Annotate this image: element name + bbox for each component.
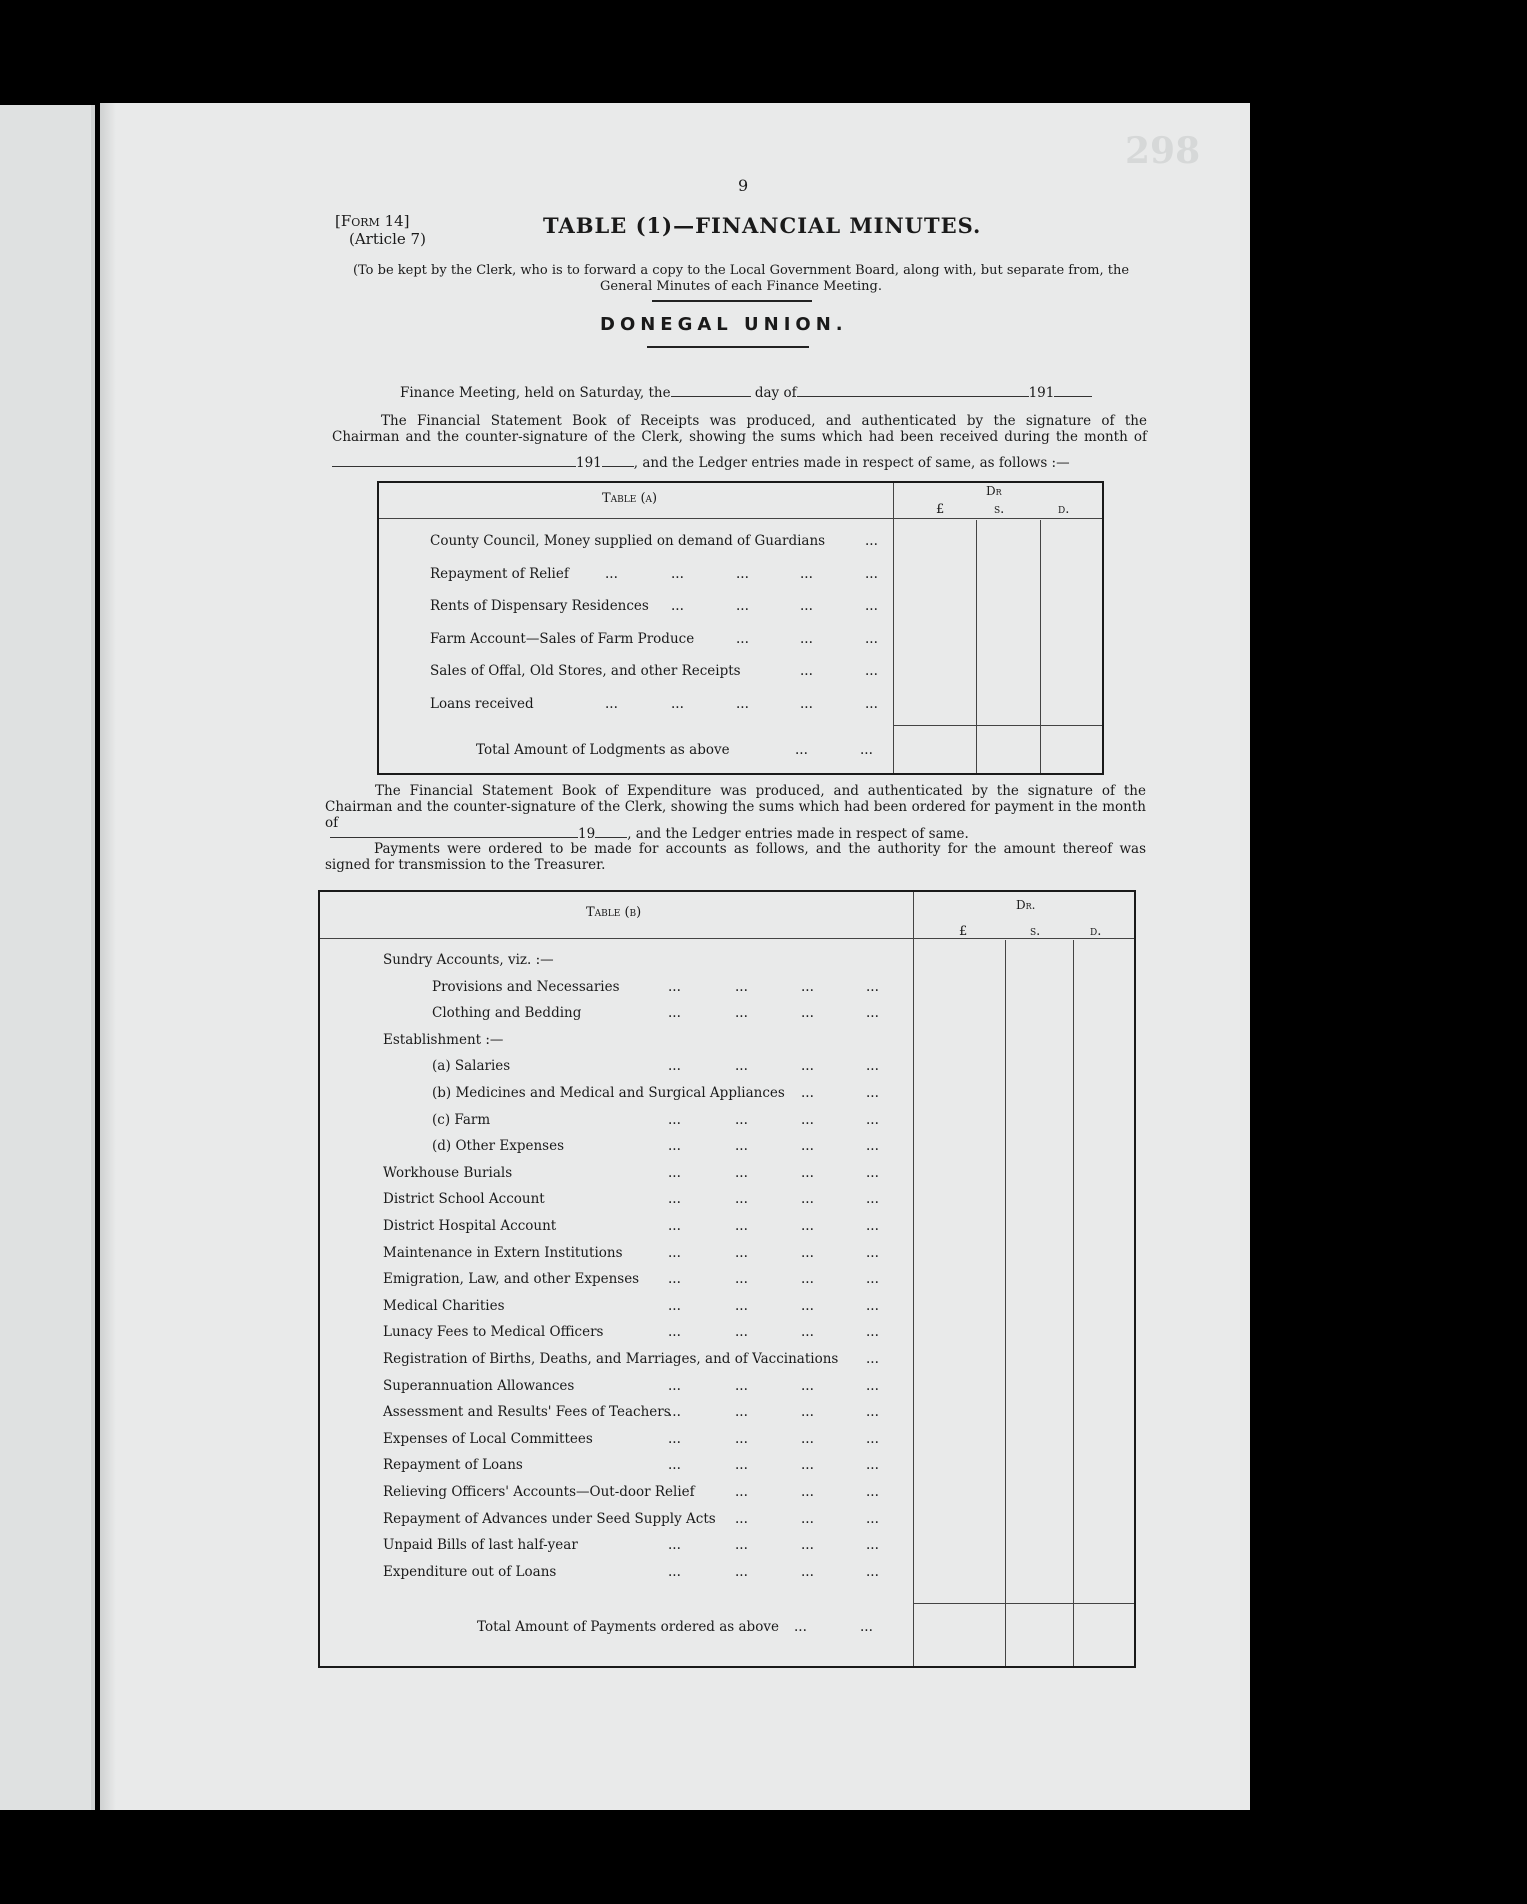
table-b-row-dots: ...	[801, 1510, 814, 1527]
expenditure-month-blank	[330, 826, 578, 838]
table-a-row-dots: ...	[800, 598, 813, 614]
table-b-row-dots: ...	[668, 1164, 681, 1181]
table-a-row-dots: ...	[865, 533, 878, 549]
expenditure-para-line1: The Financial Statement Book of Expenditure was produced, and authenticated by the signature of the	[375, 783, 1146, 799]
table-b-row-dots: ...	[866, 1404, 879, 1421]
table-b-row-dots: ...	[866, 978, 879, 995]
table-b-row-label: Lunacy Fees to Medical Officers	[383, 1324, 604, 1341]
expenditure-para-line5: signed for transmission to the Treasurer.	[325, 857, 606, 873]
table-b-row-dots: ...	[668, 1191, 681, 1208]
table-b-row-dots: ...	[668, 1563, 681, 1580]
table-b-header: Table (b)	[586, 905, 642, 920]
table-b-row-dots: ...	[866, 1005, 879, 1022]
table-b-row-dots: ...	[735, 1537, 748, 1554]
table-b-row-dots: ...	[668, 1457, 681, 1474]
table-b-row-dots: ...	[668, 1218, 681, 1234]
table-b-row-dots: ...	[866, 1138, 879, 1155]
receipts-year-blank	[602, 455, 634, 467]
table-b-row-dots: ...	[668, 1058, 681, 1075]
table-a-col-pounds: £	[936, 502, 945, 517]
table-b-row-dots: ...	[735, 1484, 748, 1500]
table-b-row-dots: ...	[801, 1404, 814, 1421]
table-b-row-dots: ...	[866, 1324, 879, 1341]
receipts-month-blank	[332, 455, 576, 467]
union-name: DONEGAL UNION.	[600, 314, 848, 335]
expenditure-tail-text: , and the Ledger entries made in respect of same.	[627, 826, 969, 842]
meeting-day-of-text: day of	[754, 385, 797, 401]
table-b-row-dots: ...	[735, 1005, 748, 1022]
table-b-row-dots: ...	[801, 1218, 814, 1234]
table-b-row-dots: ...	[668, 1377, 681, 1394]
form-label: [Form 14]	[335, 212, 410, 230]
table-b-row-dots: ...	[801, 1484, 814, 1500]
table-b-row-label: (c) Farm	[432, 1111, 491, 1128]
table-b-row-dots: ...	[668, 1005, 681, 1022]
table-b-row-label: (b) Medicines and Medical and Surgical Appliances	[432, 1085, 785, 1101]
table-a-row-dots: ...	[865, 695, 878, 712]
table-b-row-label: Expenditure out of Loans	[383, 1563, 557, 1580]
table-a-row-dots: ...	[736, 598, 749, 614]
table-b-row-dots: ...	[801, 1563, 814, 1580]
table-b-row-dots: ...	[801, 1377, 814, 1394]
instructions: (To be kept by the Clerk, who is to forward a copy to the Local Government Board, along with, but separate from, the General Minutes of each Finance Meeting.	[352, 263, 1130, 294]
table-b-row-label: Sundry Accounts, viz. :—	[383, 952, 554, 968]
table-b-row-dots: ...	[866, 1297, 879, 1314]
table-b-row-label: Repayment of Advances under Seed Supply Acts	[383, 1510, 716, 1527]
table-a-row-dots: ...	[671, 695, 684, 712]
table-a-row-label: Farm Account—Sales of Farm Produce	[430, 630, 695, 647]
expenditure-year-text: 19	[578, 826, 596, 842]
table-b-row-dots: ...	[801, 1430, 814, 1447]
table-b-row-label: Clothing and Bedding	[432, 1005, 582, 1022]
expenditure-para-line3	[330, 826, 969, 842]
receipts-tail-text: , and the Ledger entries made in respect of same, as follows :—	[633, 455, 1070, 471]
table-b-col-pounds: £	[959, 924, 968, 939]
table-b-row-dots: ...	[668, 1297, 681, 1314]
table-a-row-label: County Council, Money supplied on demand of Guardians	[430, 533, 826, 549]
table-b-row-dots: ...	[801, 1537, 814, 1554]
table-b-row-dots: ...	[866, 1218, 879, 1234]
table-b-row-dots: ...	[866, 1058, 879, 1075]
table-a-total-dots-2: ...	[860, 742, 873, 758]
form-reference	[335, 212, 426, 248]
table-b-row-dots: ...	[866, 1510, 879, 1527]
receipts-para-line3	[332, 455, 1070, 471]
expenditure-para-line4: Payments were ordered to be made for accounts as follows, and the authority for the amount thereof was	[374, 841, 1146, 857]
table-a-col-shillings: s.	[994, 502, 1005, 517]
table-b-row-dots: ...	[866, 1191, 879, 1208]
table-b-dr: Dr.	[1016, 898, 1036, 912]
article-label: (Article 7)	[349, 230, 426, 248]
table-b-row-dots: ...	[735, 1164, 748, 1181]
table-b-row-dots: ...	[801, 1085, 814, 1101]
table-a-row-dots: ...	[800, 565, 813, 582]
table-a	[377, 481, 1104, 775]
table-a-row-dots: ...	[605, 565, 618, 582]
table-a-row-dots: ...	[800, 695, 813, 712]
page-stamp-number: 298	[1125, 130, 1201, 172]
day-blank	[671, 385, 751, 397]
table-b-row-dots: ...	[866, 1244, 879, 1261]
table-a-row-dots: ...	[865, 565, 878, 582]
table-b-row-label: (a) Salaries	[432, 1058, 511, 1075]
receipts-para-line1: The Financial Statement Book of Receipts was produced, and authenticated by the signature of the	[381, 413, 1147, 429]
table-b-row-label: District School Account	[383, 1191, 545, 1208]
table-a-row-dots: ...	[671, 565, 684, 582]
table-b-row-dots: ...	[735, 1244, 748, 1261]
table-b-row-label: Medical Charities	[383, 1297, 505, 1314]
table-b-row-dots: ...	[866, 1111, 879, 1128]
table-b-row-dots: ...	[668, 1111, 681, 1128]
table-b-row-dots: ...	[801, 1324, 814, 1341]
table-b-row-dots: ...	[735, 1111, 748, 1128]
table-b-row-label: Establishment :—	[383, 1031, 504, 1048]
table-b-col-shillings: s.	[1030, 924, 1041, 939]
table-b-row-dots: ...	[735, 978, 748, 995]
table-b-row-dots: ...	[866, 1377, 879, 1394]
table-a-row-label: Loans received	[430, 695, 534, 712]
table-a-dr: Dr	[986, 484, 1002, 498]
table-b-row-label: Emigration, Law, and other Expenses	[383, 1271, 640, 1288]
table-b-row-dots: ...	[801, 1164, 814, 1181]
table-b-col-pence: d.	[1090, 924, 1102, 939]
table-a-header: Table (a)	[602, 491, 658, 506]
table-b-row-dots: ...	[668, 1537, 681, 1554]
table-a-row-dots: ...	[605, 695, 618, 712]
left-page-edge	[0, 105, 95, 1810]
table-b-row-dots: ...	[801, 1111, 814, 1128]
table-b-row-dots: ...	[801, 1191, 814, 1208]
meeting-line	[400, 385, 1092, 401]
table-b-row-label: Superannuation Allowances	[383, 1377, 575, 1394]
table-b-row-dots: ...	[866, 1537, 879, 1554]
table-a-row-dots: ...	[800, 630, 813, 647]
table-a-row-dots: ...	[671, 598, 684, 614]
table-b-row-dots: ...	[866, 1430, 879, 1447]
table-b-row-label: Maintenance in Extern Institutions	[383, 1244, 623, 1261]
table-b-row-label: Assessment and Results' Fees of Teachers	[383, 1404, 671, 1421]
table-a-total-dots: ...	[795, 742, 808, 758]
table-a-row-dots: ...	[736, 695, 749, 712]
table-b-row-dots: ...	[735, 1271, 748, 1288]
table-b-row-dots: ...	[801, 1297, 814, 1314]
table-b-row-dots: ...	[801, 1457, 814, 1474]
table-b-row-dots: ...	[668, 1244, 681, 1261]
table-a-col-pence: d.	[1058, 502, 1070, 517]
table-b-row-label: Provisions and Necessaries	[432, 978, 620, 995]
table-b-row-dots: ...	[801, 1058, 814, 1075]
table-b-row-dots: ...	[735, 1218, 748, 1234]
expenditure-para-line2: Chairman and the counter-signature of the Clerk, showing the sums which had been ordered for payment in the month of	[325, 799, 1146, 831]
table-b-row-dots: ...	[801, 1271, 814, 1288]
table-b-row-dots: ...	[735, 1404, 748, 1421]
table-b-row-dots: ...	[668, 1430, 681, 1447]
table-b-total-dots: ...	[794, 1619, 807, 1635]
table-b-row-dots: ...	[866, 1484, 879, 1500]
table-a-row-label: Repayment of Relief	[430, 565, 569, 582]
year-blank	[1054, 385, 1092, 397]
table-b-row-dots: ...	[668, 1138, 681, 1155]
table-b-row-dots: ...	[866, 1164, 879, 1181]
meeting-year-text: 191	[1028, 385, 1055, 401]
table-b-row-label: Registration of Births, Deaths, and Marriages, and of Vaccinations	[383, 1351, 839, 1367]
table-b-row-label: District Hospital Account	[383, 1218, 557, 1234]
table-b-row-dots: ...	[866, 1351, 879, 1367]
page-number: 9	[738, 176, 749, 195]
table-b-total-label: Total Amount of Payments ordered as above	[477, 1619, 779, 1635]
table-b-row-dots: ...	[801, 1138, 814, 1155]
table-b-row-dots: ...	[866, 1085, 879, 1101]
table-a-row-dots: ...	[800, 663, 813, 679]
table-b-row-label: Unpaid Bills of last half-year	[383, 1537, 578, 1554]
table-b-row-label: (d) Other Expenses	[432, 1138, 565, 1155]
table-b-row-dots: ...	[668, 1404, 681, 1421]
table-b-row-dots: ...	[735, 1510, 748, 1527]
table-b-row-dots: ...	[866, 1271, 879, 1288]
table-b-row-dots: ...	[801, 1244, 814, 1261]
table-b-row-dots: ...	[801, 1005, 814, 1022]
table-a-row-dots: ...	[736, 630, 749, 647]
table-a-row-label: Rents of Dispensary Residences	[430, 598, 649, 614]
table-b-row-dots: ...	[801, 978, 814, 995]
table-b-row-dots: ...	[735, 1430, 748, 1447]
table-b-row-label: Workhouse Burials	[383, 1164, 513, 1181]
table-a-row-label: Sales of Offal, Old Stores, and other Receipts	[430, 663, 741, 679]
table-b-row-dots: ...	[668, 1271, 681, 1288]
table-b-row-dots: ...	[735, 1377, 748, 1394]
table-b-row-dots: ...	[735, 1138, 748, 1155]
table-b-row-dots: ...	[866, 1457, 879, 1474]
table-b-row-dots: ...	[668, 1324, 681, 1341]
month-blank	[797, 385, 1029, 397]
table-b-row-label: Repayment of Loans	[383, 1457, 523, 1474]
table-b-row-dots: ...	[735, 1058, 748, 1075]
table-b-row-dots: ...	[735, 1191, 748, 1208]
table-b-row-dots: ...	[735, 1563, 748, 1580]
table-b-row-dots: ...	[735, 1297, 748, 1314]
receipts-para-line2: Chairman and the counter-signature of the Clerk, showing the sums which had been received during the month of	[332, 429, 1147, 445]
table-b-row-dots: ...	[735, 1324, 748, 1341]
table-a-row-dots: ...	[865, 630, 878, 647]
table-b-total-dots-2: ...	[860, 1619, 873, 1635]
page-title: TABLE (1)—FINANCIAL MINUTES.	[543, 213, 982, 238]
table-b-row-dots: ...	[866, 1563, 879, 1580]
table-b-row-dots: ...	[735, 1457, 748, 1474]
table-b-row-label: Expenses of Local Committees	[383, 1430, 593, 1447]
table-b-row-dots: ...	[668, 978, 681, 995]
receipts-year-text: 191	[576, 455, 602, 471]
table-a-row-dots: ...	[865, 663, 878, 679]
table-a-row-dots: ...	[736, 565, 749, 582]
table-a-total-label: Total Amount of Lodgments as above	[476, 742, 730, 758]
expenditure-year-blank	[595, 826, 627, 838]
table-a-row-dots: ...	[865, 598, 878, 614]
table-b-row-label: Relieving Officers' Accounts—Out-door Relief	[383, 1484, 695, 1500]
meeting-line-text: Finance Meeting, held on Saturday, the	[400, 385, 671, 401]
